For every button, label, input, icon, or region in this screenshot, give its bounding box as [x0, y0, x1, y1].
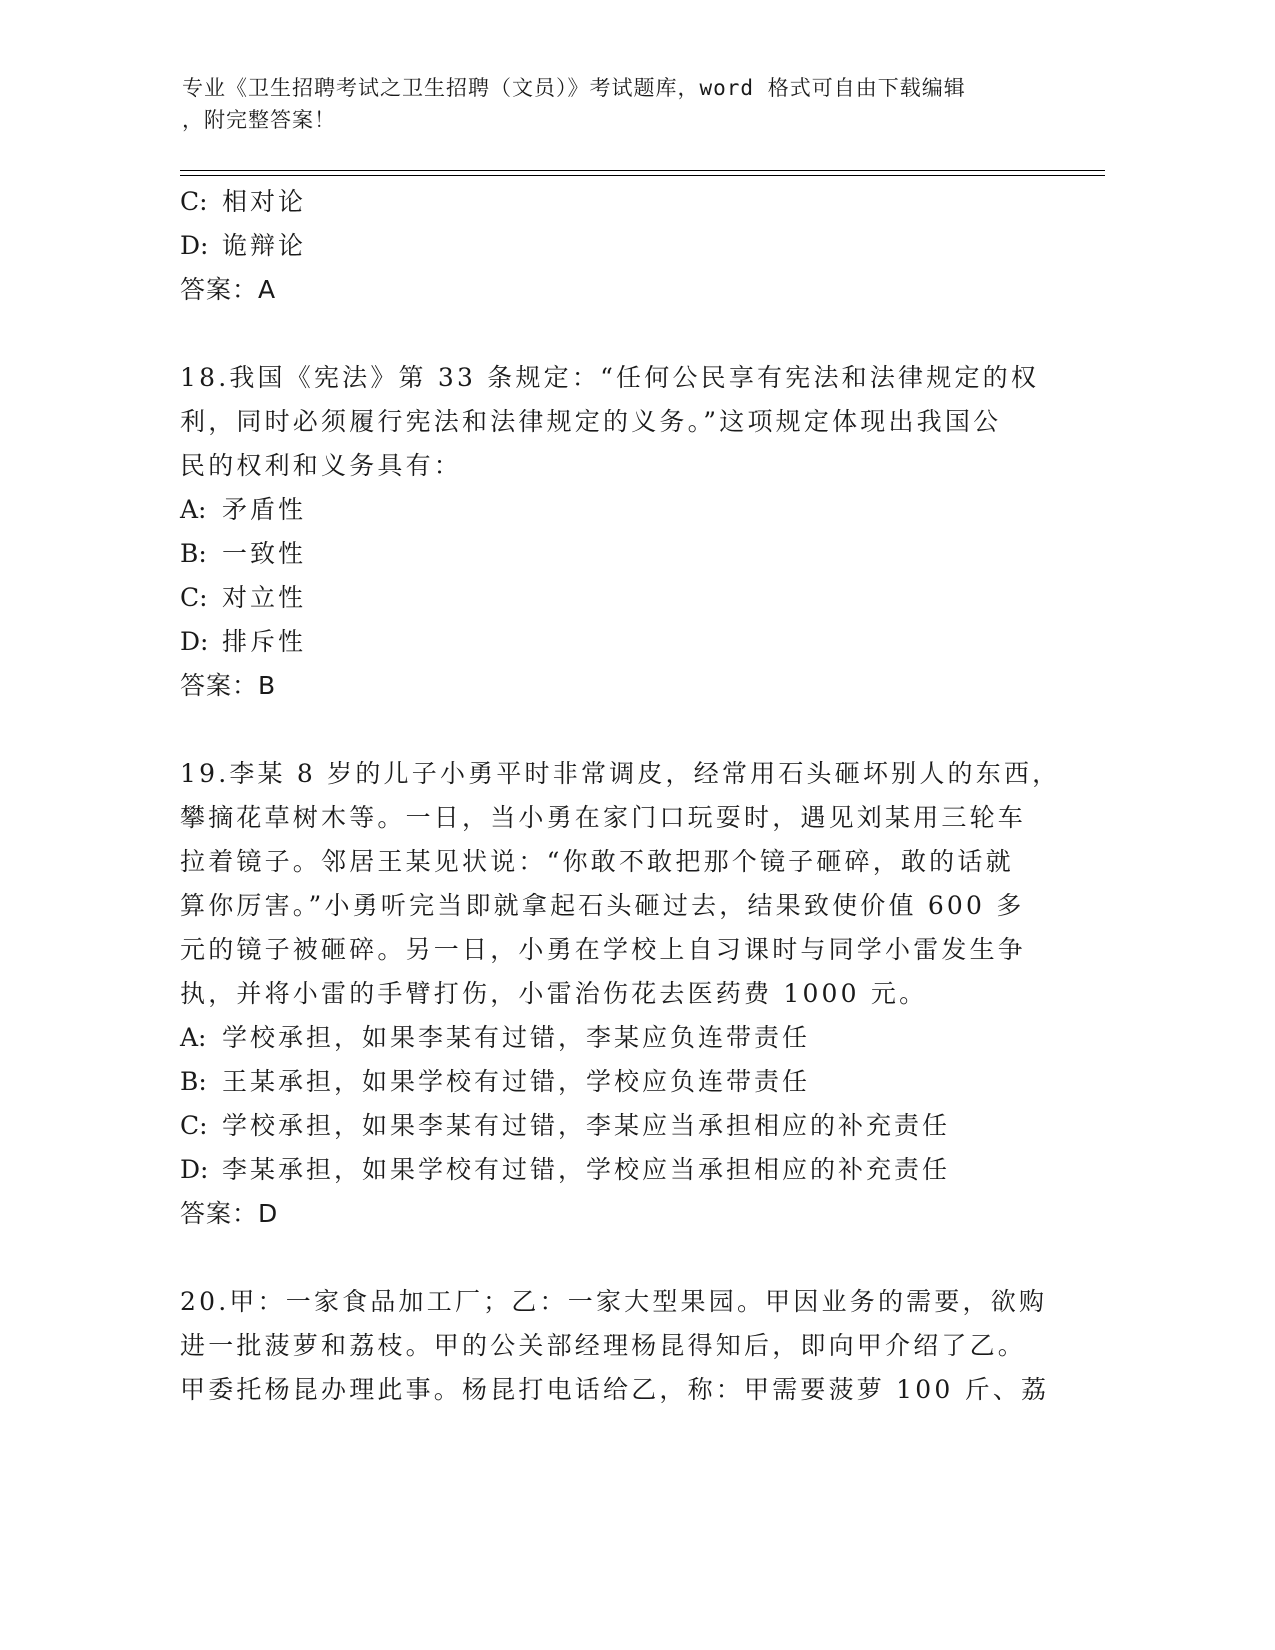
answer: 答案：A — [180, 275, 277, 304]
option-label: C: — [180, 583, 208, 612]
option-a — [180, 488, 1050, 532]
question-line: 19.李某 8 岁的儿子小勇平时非常调皮，经常用石头砸坏别人的东西， — [180, 759, 1061, 788]
question-20 — [180, 1280, 1050, 1412]
question-line: 元的镜子被砸碎。另一日，小勇在学校上自习课时与同学小雷发生争 — [180, 935, 1027, 964]
header-rule-bottom — [180, 175, 1105, 176]
question-18 — [180, 356, 1050, 708]
option-text: 学校承担，如果李某有过错，李某应负连带责任 — [222, 1023, 811, 1052]
spacer — [180, 708, 1050, 752]
option-text: 矛盾性 — [222, 495, 307, 524]
spacer — [180, 312, 1050, 356]
option-text: 王某承担，如果学校有过错，学校应负连带责任 — [222, 1067, 811, 1096]
question-17-tail — [180, 180, 1050, 312]
question-line: 利，同时必须履行宪法和法律规定的义务。”这项规定体现出我国公 — [180, 407, 1002, 436]
option-label: B: — [180, 1067, 207, 1096]
option-text: 一致性 — [222, 539, 307, 568]
option-text: 学校承担，如果李某有过错，李某应当承担相应的补充责任 — [222, 1111, 951, 1140]
option-text: 李某承担，如果学校有过错，学校应当承担相应的补充责任 — [222, 1155, 951, 1184]
option-label: D: — [180, 231, 209, 260]
question-line: 民的权利和义务具有： — [180, 451, 463, 480]
question-line: 攀摘花草树木等。一日，当小勇在家门口玩耍时，遇见刘某用三轮车 — [180, 803, 1027, 832]
question-text — [180, 752, 1061, 1016]
header-rule-top — [180, 170, 1105, 171]
option-label: C: — [180, 1111, 208, 1140]
answer: 答案：B — [180, 671, 277, 700]
option-label: D: — [180, 1155, 209, 1184]
question-line: 20.甲：一家食品加工厂；乙：一家大型果园。甲因业务的需要，欲购 — [180, 1287, 1048, 1316]
option-c — [180, 1104, 1050, 1148]
question-line: 甲委托杨昆办理此事。杨昆打电话给乙，称：甲需要菠萝 100 斤、荔 — [180, 1375, 1050, 1404]
question-line: 算你厉害。”小勇听完当即就拿起石头砸过去，结果致使价值 600 多 — [180, 891, 1025, 920]
question-19 — [180, 752, 1061, 1236]
option-b — [180, 1060, 1050, 1104]
document-body — [180, 180, 1061, 1412]
option-text: 诡辩论 — [222, 231, 307, 260]
question-line: 18.我国《宪法》第 33 条规定：“任何公民享有宪法和法律规定的权 — [180, 363, 1040, 392]
question-text — [180, 1280, 1050, 1412]
answer: 答案：D — [180, 1199, 279, 1228]
option-text: 排斥性 — [222, 627, 307, 656]
header-line-2: ，附完整答案！ — [182, 108, 336, 132]
option-label: C: — [180, 187, 208, 216]
question-line: 进一批菠萝和荔枝。甲的公关部经理杨昆得知后，即向甲介绍了乙。 — [180, 1331, 1027, 1360]
option-label: D: — [180, 627, 209, 656]
option-text: 相对论 — [222, 187, 307, 216]
header-line-1: 专业《卫生招聘考试之卫生招聘（文员）》考试题库，word 格式可自由下载编辑 — [182, 76, 966, 100]
option-c — [180, 180, 1050, 224]
option-d — [180, 224, 1050, 268]
option-d — [180, 1148, 1050, 1192]
option-label: B: — [180, 539, 207, 568]
option-c — [180, 576, 1050, 620]
question-line: 执，并将小雷的手臂打伤，小雷治伤花去医药费 1000 元。 — [180, 979, 928, 1008]
option-text: 对立性 — [222, 583, 307, 612]
question-line: 拉着镜子。邻居王某见状说：“你敢不敢把那个镜子砸碎，敢的话就 — [180, 847, 1014, 876]
spacer — [180, 1236, 1050, 1280]
option-label: A: — [180, 1023, 207, 1052]
option-b — [180, 532, 1050, 576]
document-header — [182, 72, 1062, 136]
option-d — [180, 620, 1050, 664]
option-a — [180, 1016, 1050, 1060]
option-label: A: — [180, 495, 207, 524]
question-text — [180, 356, 1050, 488]
